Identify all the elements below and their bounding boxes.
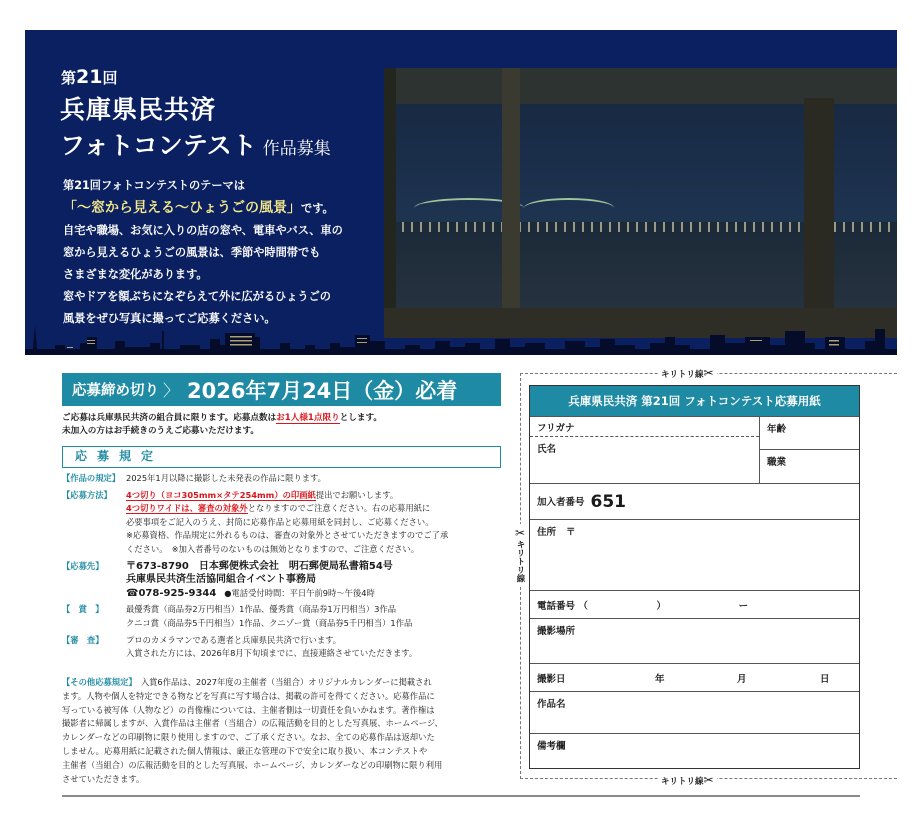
shooting-date-label: 撮影日 bbox=[537, 674, 566, 685]
age-field[interactable] bbox=[760, 417, 859, 450]
rule-tag: 【作品の規定】 bbox=[62, 473, 121, 483]
photo-window-frame bbox=[384, 68, 396, 338]
name-label: 氏名 bbox=[537, 444, 557, 455]
member-number-label-group bbox=[537, 492, 626, 512]
rule-item-method bbox=[62, 489, 507, 557]
furigana-label: フリガナ bbox=[537, 423, 575, 434]
intro-line: 風景をぜひ写真に撮ってご応募ください。 bbox=[63, 312, 276, 325]
address-field[interactable] bbox=[530, 519, 859, 590]
other-rule-line: させていただきます。 bbox=[62, 773, 145, 784]
cut-line-text: キリトリ線 bbox=[515, 540, 525, 583]
rule-item-destination bbox=[62, 560, 507, 601]
scissors-icon: ✂ bbox=[513, 526, 527, 540]
phone-paren-open: （ bbox=[578, 601, 588, 612]
rule-body bbox=[126, 489, 507, 557]
rule-tag: 【応募先】 bbox=[62, 560, 104, 571]
age-job-fields bbox=[760, 417, 859, 483]
rule-line: クニコ賞（商品券5千円相当）1作品、クニゾー賞（商品券5千円相当）1作品 bbox=[126, 617, 413, 628]
rule-body bbox=[126, 560, 507, 601]
name-field[interactable] bbox=[530, 437, 759, 484]
title-organization: 兵庫県民共済 bbox=[60, 95, 217, 124]
rule-line bbox=[126, 502, 507, 516]
other-rule-line bbox=[62, 676, 507, 690]
shooting-date-field[interactable] bbox=[530, 663, 859, 691]
notice-text: とします。 bbox=[339, 413, 382, 423]
rule-body bbox=[126, 634, 507, 661]
rule-line: 入賞された方には、2026年8月下旬頃までに、直接連絡させていただきます。 bbox=[126, 648, 418, 659]
rule-line: 必要事項をご記入のうえ、封筒に応募作品と応募用紙を同封し、ご応募ください。 bbox=[126, 516, 434, 527]
title-contest bbox=[60, 126, 331, 162]
other-rules bbox=[62, 676, 507, 786]
rule-text: 提出でお願いします。 bbox=[315, 489, 399, 500]
shooting-location-label: 撮影場所 bbox=[537, 626, 576, 637]
other-rule-line: 撮影者に帰属しますが、入賞作品は主催者（当組合）の広報活動を目的とした写真展、ホームページ、 bbox=[62, 718, 443, 729]
member-number-value: 651 bbox=[590, 492, 627, 512]
other-rules-tag: 【その他応募規定】 bbox=[62, 677, 133, 687]
edition-prefix: 第 bbox=[61, 69, 77, 87]
date-month-label: 月 bbox=[737, 674, 747, 685]
rule-line bbox=[126, 489, 507, 503]
other-rule-line: 写っている被写体（人物など）の肖像権については、主催者側は一切責任を負いかねます。著作権は bbox=[62, 704, 435, 715]
phone-dash: ー bbox=[738, 601, 749, 612]
other-rule-line: 主催者（当組合）の広報活動を目的とした写真展、ホームページ、カレンダーなどの印刷物に限り利用 bbox=[62, 759, 443, 770]
rule-item-judging bbox=[62, 634, 507, 661]
cut-line-text: キリトリ線 bbox=[661, 777, 704, 787]
phone-field[interactable] bbox=[530, 590, 859, 618]
entry-form bbox=[529, 385, 860, 769]
rule-line: 2025年1月以降に撮影した未発表の作品に限ります。 bbox=[126, 473, 326, 483]
mailing-address: 〒673-8790 日本郵便株式会社 明石郵便局私書箱54号 bbox=[126, 560, 393, 572]
cut-line-label-top bbox=[658, 366, 717, 380]
chevron-right-icon: 〉 bbox=[163, 381, 180, 400]
other-rule-line: カレンダーなどの印刷物に限り使用しますので、ご了承ください。なお、全ての応募作品は返却いた bbox=[62, 732, 435, 743]
rule-line: 最優秀賞（商品券2万円相当）1作品、優秀賞（商品券1万円相当）3作品 bbox=[126, 604, 397, 615]
address-label-group bbox=[537, 524, 575, 538]
name-fields bbox=[530, 417, 760, 483]
address-label: 住所 bbox=[537, 527, 557, 538]
postal-mark: 〒 bbox=[565, 527, 576, 538]
cut-line-label-bottom bbox=[658, 773, 717, 787]
remarks-field[interactable] bbox=[530, 733, 859, 770]
work-title-label: 作品名 bbox=[537, 699, 566, 710]
deadline-label: 応募締め切り bbox=[72, 383, 159, 399]
phone-paren-close: ） bbox=[656, 601, 666, 612]
rule-line: プロのカメラマンである選者と兵庫県民共済で行います。 bbox=[126, 634, 342, 645]
rules-heading: 応募規定 bbox=[62, 446, 501, 468]
intro-line: 自宅や職場、お気に入りの店の窓や、電車やバス、車の bbox=[63, 224, 343, 237]
notice-text: ご応募は兵庫県民共済の組合員に限ります。応募点数は bbox=[62, 413, 277, 423]
cut-line-label-side bbox=[513, 524, 527, 585]
phone-hours: ●電話受付時間：平日午前9時～午後4時 bbox=[224, 587, 375, 598]
name-block bbox=[530, 416, 859, 483]
notice-line bbox=[62, 412, 502, 425]
scissors-icon: ✂ bbox=[703, 366, 714, 380]
intro-theme: 「～窓から見える～ひょうごの風景」 bbox=[63, 200, 301, 216]
intro-line: 窓やドアを額ぶちになぞらえて外に広がるひょうごの bbox=[63, 290, 331, 303]
edition-label bbox=[61, 66, 117, 88]
intro-line: さまざまな変化があります。 bbox=[63, 268, 208, 281]
rule-body bbox=[126, 472, 507, 486]
rules-list bbox=[62, 472, 507, 664]
bottom-divider bbox=[62, 795, 860, 797]
date-year-label: 年 bbox=[655, 674, 665, 685]
rule-body bbox=[126, 603, 507, 630]
city-skyline-illustration bbox=[25, 323, 897, 355]
rule-tag: 【 賞 】 bbox=[62, 604, 104, 615]
work-title-field[interactable] bbox=[530, 691, 859, 733]
rule-highlight: 4つ切りワイドは、審査の対象外 bbox=[126, 503, 248, 514]
intro-line: 窓から見えるひょうごの風景は、季節や時間帯でも bbox=[63, 246, 321, 259]
member-number-label: 加入者番号 bbox=[537, 497, 585, 508]
intro-line: 第21回フォトコンテストのテーマは bbox=[63, 179, 245, 192]
deadline-date: 2026年7月24日（金）必着 bbox=[187, 378, 458, 403]
intro-text bbox=[63, 175, 383, 330]
photo-window-frame bbox=[502, 68, 520, 338]
other-rule-line: ます。人物や個人を特定できる物などを写真に写す場合は、掲載の許可を得てください。応募作品に bbox=[62, 690, 435, 701]
phone-label: 電話番号 bbox=[537, 601, 576, 612]
other-rule-text: 入賞6作品は、2027年度の主催者（当組合）オリジナルカレンダーに掲載され bbox=[132, 677, 432, 687]
phone-number: ☎078-925-9344 bbox=[126, 587, 217, 599]
furigana-field[interactable] bbox=[530, 417, 759, 437]
date-day-label: 日 bbox=[820, 674, 830, 685]
intro-theme-line bbox=[63, 197, 383, 220]
window-night-view-photo bbox=[384, 68, 897, 338]
rule-line: ※応募資格、作品規定に外れるものは、審査の対象外とさせていただきますのでご了承 bbox=[126, 530, 449, 541]
rule-text: となりますのでご注意ください。右の応募用紙に bbox=[247, 503, 431, 514]
scissors-icon: ✂ bbox=[703, 773, 714, 787]
office-name: 兵庫県民共済生活協同組合イベント事務局 bbox=[126, 574, 316, 586]
edition-number: 21 bbox=[76, 66, 103, 88]
occupation-field[interactable] bbox=[760, 450, 859, 484]
title-contest-sub: 作品募集 bbox=[262, 139, 331, 159]
hero-banner bbox=[25, 30, 897, 355]
rule-item-prizes bbox=[62, 603, 507, 630]
other-rule-line: しません。応募用紙に記載された個人情報は、厳正な管理の下で安全に取り扱い、本コンテストや bbox=[62, 745, 428, 756]
form-title: 兵庫県民共済 第21回 フォトコンテスト応募用紙 bbox=[530, 386, 859, 416]
intro-theme-suffix: です。 bbox=[301, 202, 334, 215]
notice-line: 未加入の方はお手続きのうえご応募いただけます。 bbox=[62, 426, 259, 436]
eligibility-notice bbox=[62, 412, 502, 438]
rule-line: ください。 ※加入者番号のないものは無効となりますので、ご注意ください。 bbox=[126, 543, 420, 554]
cut-line-text: キリトリ線 bbox=[661, 370, 704, 380]
edition-suffix: 回 bbox=[102, 69, 118, 87]
phone-label-group bbox=[537, 598, 748, 612]
shooting-location-field[interactable] bbox=[530, 618, 859, 663]
rule-tag: 【応募方法】 bbox=[62, 489, 112, 500]
rule-item-work bbox=[62, 472, 507, 486]
phone-line bbox=[126, 587, 507, 601]
member-number-field[interactable] bbox=[530, 483, 859, 519]
title-contest-main: フォトコンテスト bbox=[60, 131, 257, 160]
occupation-label: 職業 bbox=[767, 457, 787, 468]
deadline-bar bbox=[62, 373, 501, 406]
remarks-label: 備考欄 bbox=[537, 741, 566, 752]
rule-tag: 【審 査】 bbox=[62, 634, 104, 645]
photo-window-frame bbox=[804, 98, 834, 338]
rule-highlight: 4つ切り（ヨコ305mm×タテ254mm）の印画紙 bbox=[126, 489, 316, 500]
notice-limit-highlight: お1人様1点限り bbox=[276, 413, 340, 423]
age-label: 年齢 bbox=[767, 424, 787, 435]
